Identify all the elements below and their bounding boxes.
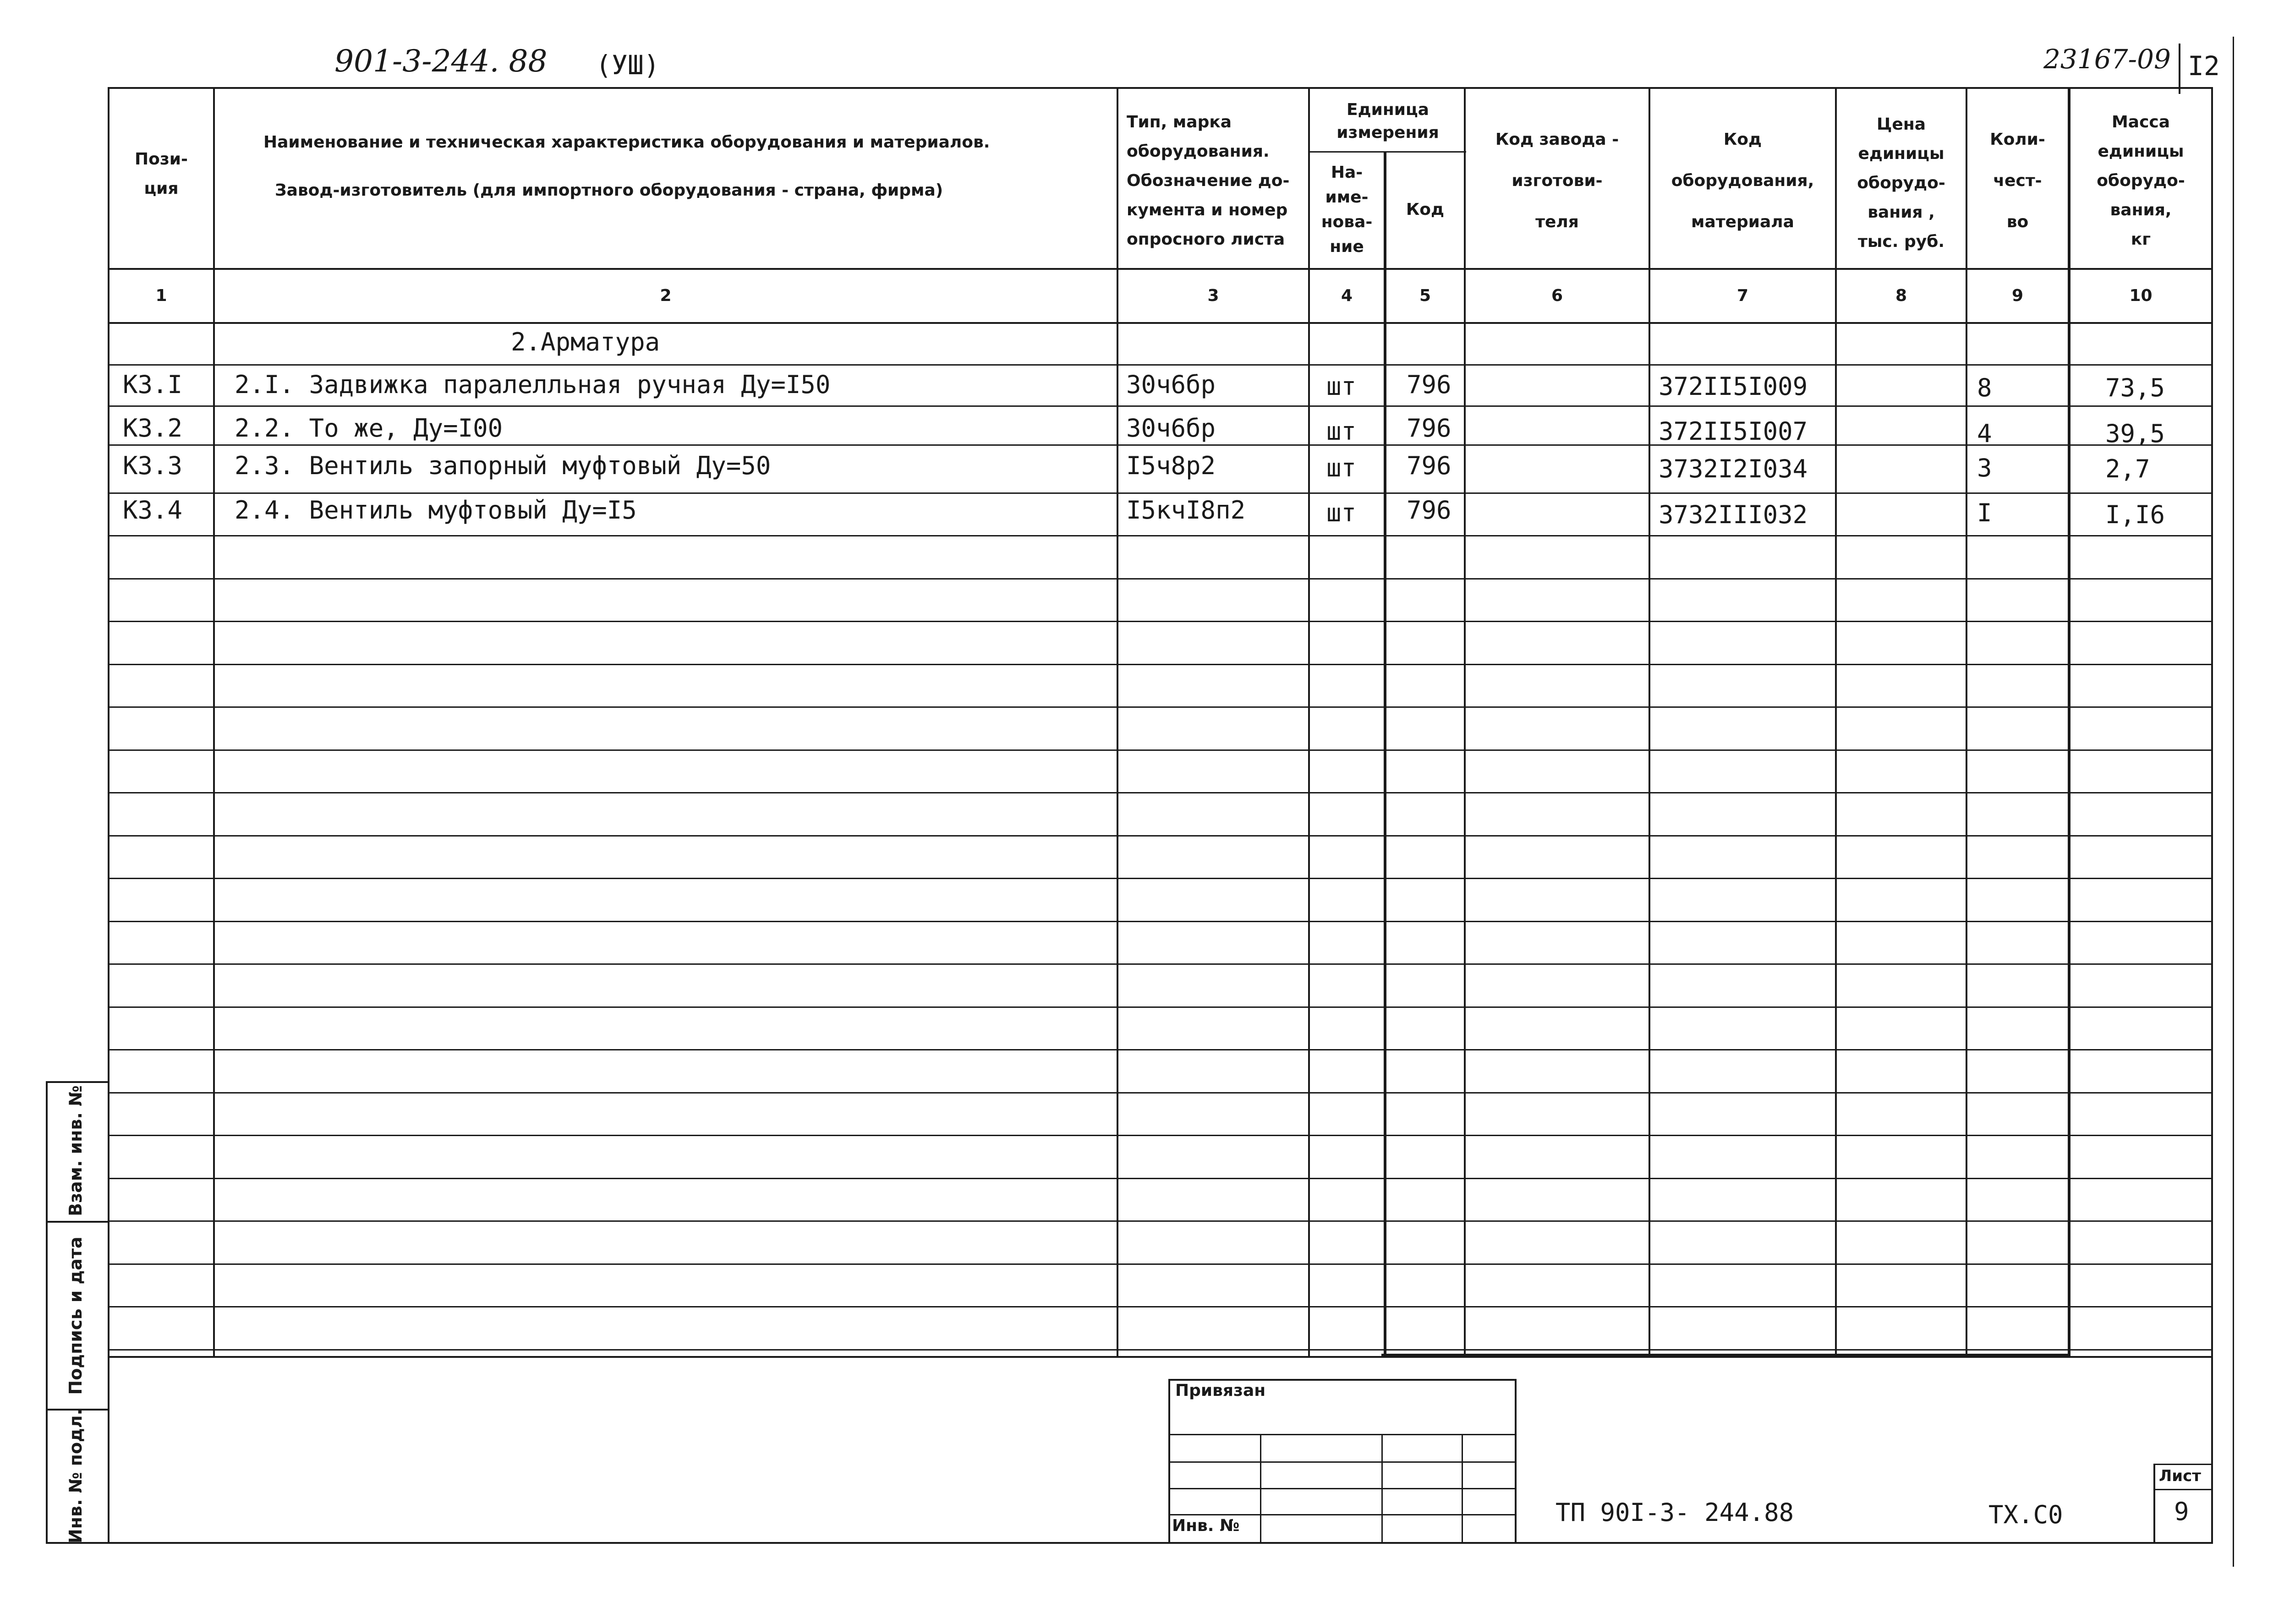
header-type: Тип, марка оборудования. Обозначение до- кумента и номер опросного листа xyxy=(1127,113,1290,249)
table-row-line xyxy=(108,621,2213,622)
header-bottom-border xyxy=(108,268,2213,270)
row-unit-code: 796 xyxy=(1407,370,1451,399)
row-mass: 2,7 xyxy=(2105,454,2150,483)
table-row-line xyxy=(108,835,2213,837)
privyazan-grid-line-4 xyxy=(1168,1514,1517,1515)
col-divider-6 xyxy=(1649,87,1650,1357)
table-row-line xyxy=(108,921,2213,922)
side-stamp-inv-original: Инв. № подл. xyxy=(66,1408,86,1544)
handwritten-document-code: 901-3-244. 88 xyxy=(334,44,548,79)
sheet-box-top xyxy=(2153,1464,2213,1465)
col-divider-3 xyxy=(1308,87,1310,1357)
table-row-line xyxy=(108,578,2213,580)
privyazan-grid-line-3 xyxy=(1168,1488,1517,1489)
title-block-bottom xyxy=(108,1542,2213,1544)
table-top-border xyxy=(108,87,2213,89)
table-row-line xyxy=(108,492,2213,494)
section-title: 2.Арматура xyxy=(511,328,660,356)
column-number: 1 xyxy=(155,286,167,305)
inv-number-label: Инв. № xyxy=(1172,1516,1240,1535)
document-designation: ТП 90I-3- 244.88 xyxy=(1555,1498,1794,1527)
row-mass: 39,5 xyxy=(2105,419,2165,448)
row-quantity: 3 xyxy=(1977,454,1992,482)
privyazan-grid-col-3 xyxy=(1462,1434,1463,1544)
header-unit-price: Цена единицы оборудо- вания , тыс. руб. xyxy=(1857,115,1945,251)
side-stamp-outer-line xyxy=(46,1081,48,1544)
header-quantity: Коли- чест- во xyxy=(1990,130,2045,231)
table-row-line xyxy=(108,664,2213,665)
title-block-right xyxy=(2211,1356,2213,1544)
row-position: К3.3 xyxy=(123,451,183,480)
handwritten-registration-number: 23167-09 xyxy=(2043,44,2171,75)
table-row-line xyxy=(108,1006,2213,1008)
row-unit-code: 796 xyxy=(1407,496,1451,525)
side-stamp-vzam-inv: Взам. инв. № xyxy=(66,1085,86,1216)
sheet-box-mid xyxy=(2153,1489,2213,1490)
row-type: 30ч6бр xyxy=(1126,414,1216,443)
row-name: 2.I. Задвижка паралелльная ручная Ду=I50 xyxy=(235,370,831,399)
col-divider-8 xyxy=(1966,87,1967,1357)
privyazan-grid-line-1 xyxy=(1168,1434,1517,1435)
table-row-line xyxy=(108,706,2213,708)
row-mass: 73,5 xyxy=(2105,373,2165,402)
row-equipment-code: 372II5I009 xyxy=(1659,372,1808,401)
row-unit-code: 796 xyxy=(1407,414,1451,443)
table-row-line xyxy=(108,1263,2213,1265)
unit-subheader-line xyxy=(1308,151,1466,153)
row-name: 2.4. Вентиль муфтовый Ду=I5 xyxy=(235,496,637,525)
sheet-right-edge-line xyxy=(2233,37,2234,1567)
table-row-line xyxy=(108,1178,2213,1179)
row-mass: I,I6 xyxy=(2105,500,2165,529)
col-divider-7 xyxy=(1835,87,1837,1357)
table-row-line xyxy=(108,792,2213,793)
column-number: 2 xyxy=(660,286,672,305)
col-divider-2 xyxy=(1117,87,1118,1357)
sheet-label: Лист xyxy=(2159,1467,2201,1485)
header-unit-mass: Масса единицы оборудо- вания, кг xyxy=(2097,113,2185,249)
column-number: 3 xyxy=(1207,286,1219,305)
row-quantity: I xyxy=(1977,498,1992,527)
table-row-line xyxy=(108,364,2213,366)
table-row-line xyxy=(108,444,2213,446)
row-quantity: 4 xyxy=(1977,419,1992,448)
table-row-line xyxy=(108,749,2213,751)
privyazan-grid-col-2 xyxy=(1381,1434,1383,1544)
row-position: К3.4 xyxy=(123,496,183,525)
column-number: 10 xyxy=(2129,286,2153,305)
row-unit: шт xyxy=(1326,417,1357,446)
row-position: К3.I xyxy=(123,370,183,399)
row-unit: шт xyxy=(1326,498,1357,527)
sheet-number: 9 xyxy=(2174,1497,2189,1526)
table-row-line xyxy=(108,1306,2213,1307)
privyazan-box-top xyxy=(1168,1379,1517,1381)
colnum-bottom-border xyxy=(108,322,2213,324)
row-type: I5ч8р2 xyxy=(1126,451,1216,480)
row-equipment-code: 3732I2I034 xyxy=(1659,454,1808,483)
col-divider-1 xyxy=(213,87,215,1357)
privyazan-label: Привязан xyxy=(1175,1381,1266,1400)
row-equipment-code: 372II5I007 xyxy=(1659,417,1808,446)
page-number: I2 xyxy=(2188,50,2220,82)
header-unit-code: Код xyxy=(1406,200,1445,219)
header-unit-name: На- име- нова- ние xyxy=(1321,163,1373,256)
column-number: 7 xyxy=(1736,286,1749,305)
row-quantity: 8 xyxy=(1977,373,1992,402)
table-row-line xyxy=(108,963,2213,965)
col-divider-9 xyxy=(2068,87,2070,1357)
col-divider-5 xyxy=(1464,87,1466,1357)
column-number: 8 xyxy=(1895,286,1907,305)
table-row-line xyxy=(108,535,2213,536)
table-row-line xyxy=(108,1049,2213,1050)
row-name: 2.3. Вентиль запорный муфтовый Ду=50 xyxy=(235,451,771,480)
column-number: 9 xyxy=(2011,286,2024,305)
row-position: К3.2 xyxy=(123,414,183,443)
col-divider-4 xyxy=(1384,151,1386,1357)
column-number: 5 xyxy=(1419,286,1431,305)
header-name-line1: Наименование и техническая характеристика оборудования и материалов. xyxy=(263,133,990,152)
column-number: 6 xyxy=(1551,286,1563,305)
column-number: 4 xyxy=(1341,286,1353,305)
header-position: Пози- ция xyxy=(135,150,188,198)
header-unit-group: Единица измерения xyxy=(1336,100,1439,142)
row-type: I5кчI8п2 xyxy=(1126,496,1246,525)
privyazan-grid-col-1 xyxy=(1260,1434,1261,1544)
row-name: 2.2. То же, Ду=I00 xyxy=(235,414,503,443)
table-left-border xyxy=(108,87,110,1544)
sheet-box-left xyxy=(2153,1464,2155,1544)
table-row-line xyxy=(108,405,2213,407)
header-name-line2: Завод-изготовитель (для импортного оборудования - страна, фирма) xyxy=(275,181,943,200)
table-row-line xyxy=(108,1135,2213,1136)
row-unit-code: 796 xyxy=(1407,451,1451,480)
table-right-border xyxy=(2211,87,2213,1357)
row-unit: шт xyxy=(1326,454,1357,482)
document-section: ТХ.С0 xyxy=(1988,1500,2063,1529)
table-row-line xyxy=(108,1349,2213,1351)
table-row-line xyxy=(108,1220,2213,1222)
table-row-line xyxy=(108,1092,2213,1094)
series-mark: (УШ) xyxy=(596,49,660,81)
row-type: 30ч6бр xyxy=(1126,370,1216,399)
page-number-divider xyxy=(2179,44,2180,94)
header-equipment-code: Код оборудования, материала xyxy=(1671,130,1814,231)
row-unit: шт xyxy=(1326,372,1357,401)
header-factory-code: Код завода - изготови- теля xyxy=(1495,130,1619,231)
row-equipment-code: 3732III032 xyxy=(1659,500,1808,529)
table-row-line xyxy=(108,878,2213,879)
privyazan-grid-line-2 xyxy=(1168,1461,1517,1463)
side-stamp-signature-date: Подпись и дата xyxy=(66,1236,86,1395)
